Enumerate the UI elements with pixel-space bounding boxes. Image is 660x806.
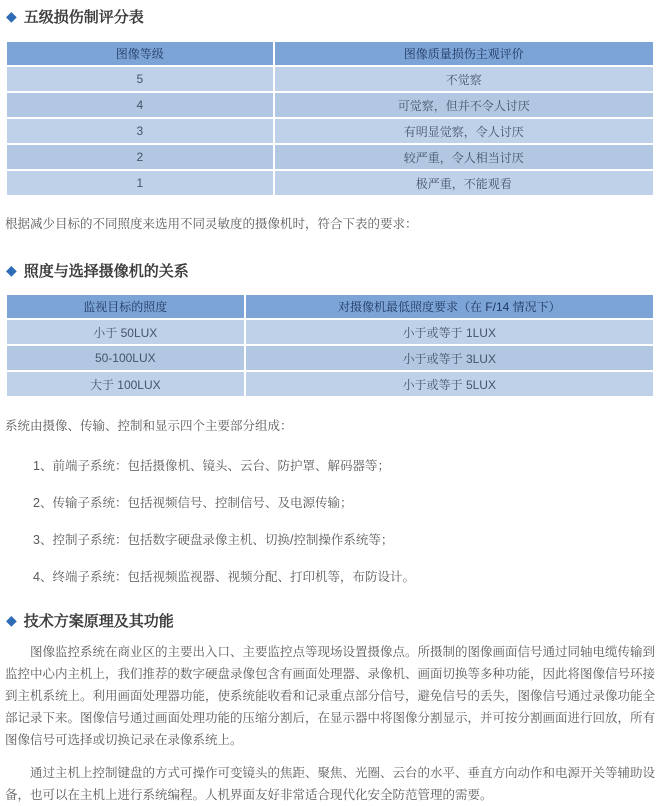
cell-eval: 较严重，令人相当讨厌 <box>275 145 653 169</box>
column-header-min-illuminance: 对摄像机最低照度要求（在 F/14 情况下） <box>246 295 653 318</box>
table-row <box>7 171 653 195</box>
cell-eval: 不觉察 <box>275 67 653 91</box>
section-title-text: 技术方案原理及其功能 <box>23 613 174 630</box>
section-title-damage-rating <box>6 6 655 27</box>
table-header-row <box>7 295 653 318</box>
diamond-bullet-icon: ◆ <box>6 261 17 278</box>
table-row <box>7 93 653 117</box>
paragraph-camera-selection: 根据减少目标的不同照度来选用不同灵敏度的摄像机时，符合下表的要求： <box>5 217 418 231</box>
cell-illuminance: 小于 50LUX <box>7 320 244 344</box>
cell-eval: 极严重，不能观看 <box>275 171 653 195</box>
subsystem-item-transmission: 2、传输子系统：包括视频信号、控制信号、及电源传输； <box>33 496 353 510</box>
cell-requirement: 小于或等于 3LUX <box>246 346 653 370</box>
subsystem-item-front-end: 1、前端子系统：包括摄像机、镜头、云台、防护罩、解码器等； <box>33 459 390 473</box>
table-row <box>7 119 653 143</box>
table-row <box>7 320 653 344</box>
cell-illuminance: 大于 100LUX <box>7 372 244 396</box>
paragraph-system-composition: 系统由摄像、传输、控制和显示四个主要部分组成： <box>5 419 293 433</box>
cell-eval: 可觉察，但并不令人讨厌 <box>275 93 653 117</box>
illuminance-table <box>5 293 655 398</box>
section-title-solution <box>6 610 655 631</box>
cell-grade: 3 <box>7 119 273 143</box>
cell-grade: 5 <box>7 67 273 91</box>
cell-grade: 1 <box>7 171 273 195</box>
cell-requirement: 小于或等于 1LUX <box>246 320 653 344</box>
cell-grade: 4 <box>7 93 273 117</box>
subsystem-item-control: 3、控制子系统：包括数字硬盘录像主机、切换/控制操作系统等； <box>33 533 394 547</box>
table-header-row <box>7 42 653 65</box>
table-row <box>7 145 653 169</box>
cell-illuminance: 50-100LUX <box>7 346 244 370</box>
subsystem-item-terminal: 4、终端子系统：包括视频监视器、视频分配、打印机等，布防设计。 <box>33 570 415 584</box>
cell-eval: 有明显觉察，令人讨厌 <box>275 119 653 143</box>
diamond-bullet-icon: ◆ <box>6 611 17 628</box>
cell-requirement: 小于或等于 5LUX <box>246 372 653 396</box>
section-title-illuminance <box>6 260 655 281</box>
cell-grade: 2 <box>7 145 273 169</box>
table-row <box>7 67 653 91</box>
table-row <box>7 372 653 396</box>
paragraph-solution-principle: 图像监控系统在商业区的主要出入口、主要监控点等现场设置摄像点。所摄制的图像画面信号通过同轴电缆传输到监控中心内主机上，我们推荐的数字硬盘录像包含有画面处理器、录像机、画面切换等多种功能，因此将图像信号环接到主机系统上。利用画面处理器功能，使系统能收看和记录重点部分信号，避免信号的丢失，图像信号通过录像功能全部记录下来。图像信号通过画面处理功能的压缩分割后，在显示器中将图像分割显示，并可按分割画面进行回放，所有图像信号可选择或切换记录在录像系统上。 <box>5 645 656 747</box>
table-row <box>7 346 653 370</box>
damage-rating-table <box>5 40 655 197</box>
column-header-target-illuminance: 监视目标的照度 <box>7 295 244 318</box>
section-title-text: 五级损伤制评分表 <box>23 9 144 26</box>
section-title-text: 照度与选择摄像机的关系 <box>23 263 189 280</box>
diamond-bullet-icon: ◆ <box>6 7 17 24</box>
column-header-subjective-eval: 图像质量损伤主观评价 <box>275 42 653 65</box>
paragraph-keyboard-control: 通过主机上控制键盘的方式可操作可变镜头的焦距、聚焦、光圈、云台的水平、垂直方向动作和电源开关等辅助设备，也可以在主机上进行系统编程。人机界面友好非常适合现代化安全防范管理的需要。 <box>5 766 656 802</box>
column-header-image-grade: 图像等级 <box>7 42 273 65</box>
